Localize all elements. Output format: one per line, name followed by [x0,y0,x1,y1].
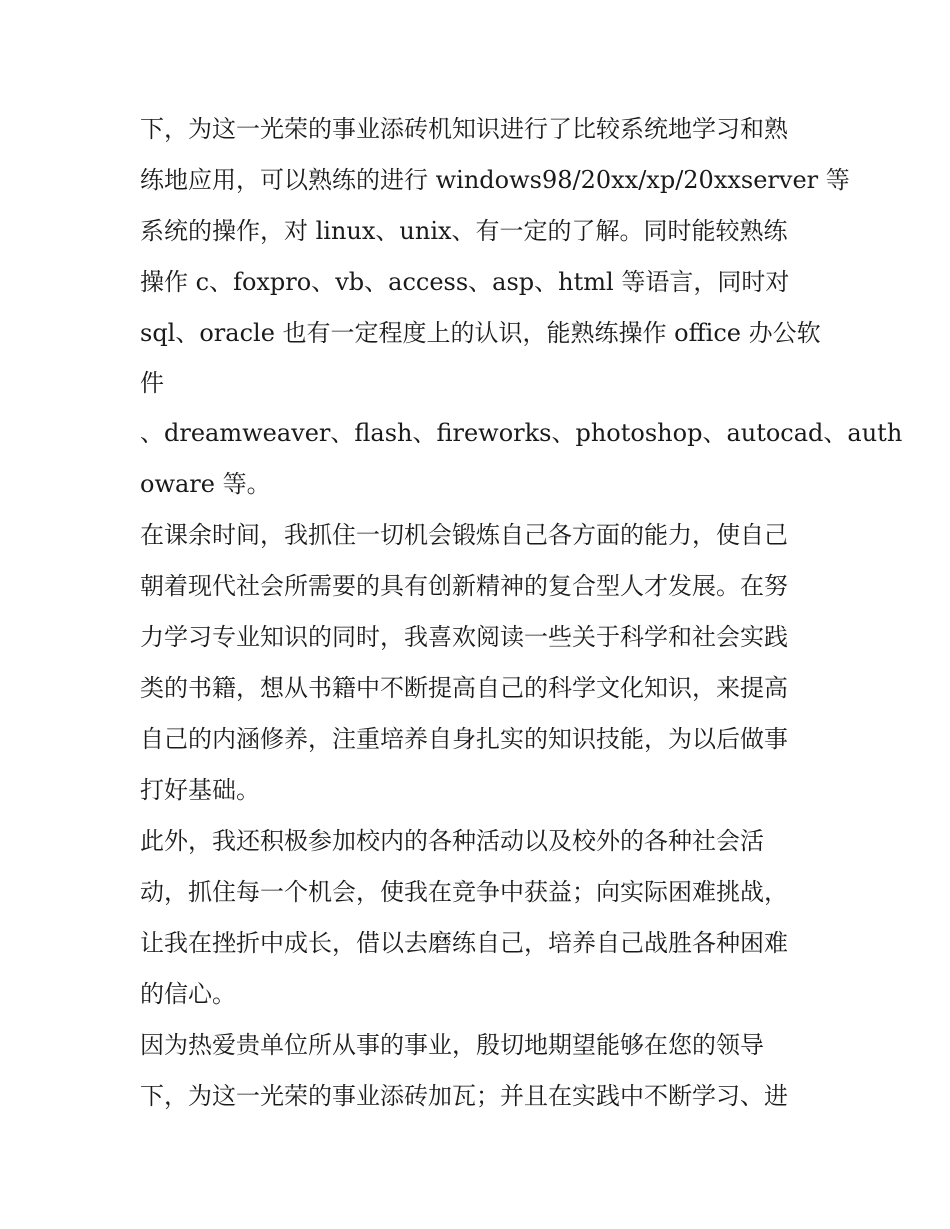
text-line: 打好基础。 [140,776,260,804]
text-line: 类的书籍，想从书籍中不断提高自己的科学文化知识，来提高 [140,674,788,702]
text-line: 动，抓住每一个机会，使我在竞争中获益；向实际困难挑战， [140,878,788,906]
text-line: 操作 c、foxpro、vb、access、asp、html 等语言，同时对 [140,268,790,296]
text-line: 在课余时间，我抓住一切机会锻炼自己各方面的能力，使自己 [140,521,788,549]
text-line: sql、oracle 也有一定程度上的认识，能熟练操作 office 办公软 [140,319,821,347]
text-line: 系统的操作，对 linux、unix、有一定的了解。同时能较熟练 [140,217,788,245]
text-line: 朝着现代社会所需要的具有创新精神的复合型人才发展。在努 [140,572,788,600]
text-line: oware 等。 [140,470,271,498]
text-line: 件 [140,369,164,397]
text-line: 下，为这一光荣的事业添砖机知识进行了比较系统地学习和熟 [140,115,788,143]
text-line: 、dreamweaver、flash、fireworks、photoshop、autocad、auth [140,419,903,447]
text-line: 让我在挫折中成长，借以去磨练自己，培养自己战胜各种困难 [140,929,788,957]
text-line: 因为热爱贵单位所从事的事业，殷切地期望能够在您的领导 [140,1031,764,1059]
text-line: 下，为这一光荣的事业添砖加瓦；并且在实践中不断学习、进 [140,1082,788,1110]
text-line: 力学习专业知识的同时，我喜欢阅读一些关于科学和社会实践 [140,623,788,651]
text-line: 此外，我还积极参加校内的各种活动以及校外的各种社会活 [140,827,764,855]
body-text [140,104,903,1122]
text-line: 的信心。 [140,980,236,1008]
text-line: 自己的内涵修养，注重培养自身扎实的知识技能，为以后做事 [140,725,788,753]
text-line: 练地应用，可以熟练的进行 windows98/20xx/xp/20xxserver 等 [140,166,850,194]
